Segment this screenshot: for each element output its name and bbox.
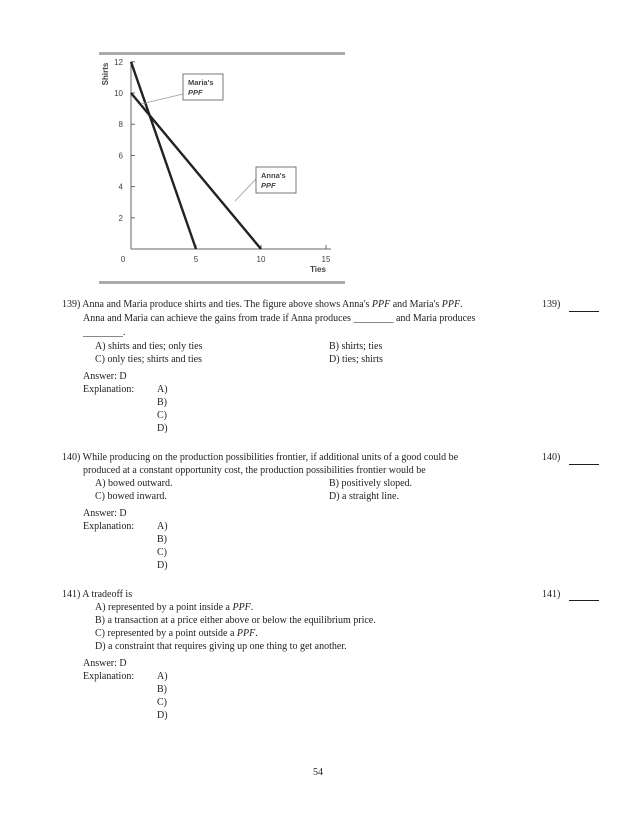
q141-stem-line1: 141) A tradeoff is [62, 589, 133, 600]
q141-answer-blank [569, 600, 599, 601]
q139-stem-line1: 139) Anna and Maria produce shirts and ties. The figure above shows Anna's PPF and Maria's PPF. [62, 299, 463, 310]
x-tick-label: 15 [321, 255, 331, 264]
x-axis-label: Ties [310, 265, 326, 274]
q140-exp-d: D) [157, 560, 168, 571]
q140-right-number: 140) [542, 452, 561, 463]
ppf-chart [95, 48, 347, 288]
q141-exp-a: A) [157, 671, 168, 682]
maria-label-name: Maria's [188, 78, 214, 87]
q139-right-number: 139) [542, 299, 561, 310]
q141-choice-a: A) represented by a point inside a PPF. [95, 602, 254, 613]
page-number: 54 [313, 767, 323, 778]
q140-choice-a: A) bowed outward. [95, 478, 173, 489]
q139-choice-d: D) ties; shirts [329, 354, 383, 365]
q139-choice-a: A) shirts and ties; only ties [95, 341, 203, 352]
q139-number: 139) [62, 299, 81, 310]
q141-exp-c: C) [157, 697, 167, 708]
q139-stem-line2: Anna and Maria can achieve the gains from trade if Anna produces ________ and Maria produces [83, 313, 476, 324]
q139-answer-blank [569, 311, 599, 312]
q141-answer: Answer: D [83, 658, 127, 669]
q140-answer-blank [569, 464, 599, 465]
q140-stem-line1: 140) While producing on the production possibilities frontier, if additional units of a good could be [62, 452, 459, 463]
y-tick-label: 12 [114, 57, 123, 67]
q140-choice-b: B) positively sloped. [329, 478, 413, 489]
q140-choice-c: C) bowed inward. [95, 491, 167, 502]
q141-number: 141) [62, 589, 81, 600]
q139-exp-d: D) [157, 423, 168, 434]
y-tick-label: 4 [118, 182, 123, 192]
q141-explanation-label: Explanation: [83, 671, 135, 682]
anna-label-ppf: PPF [261, 181, 276, 190]
x-tick-label: 10 [256, 255, 266, 264]
maria-callout-leader [141, 94, 183, 104]
q140-exp-b: B) [157, 534, 167, 545]
q140-number: 140) [62, 452, 81, 463]
q139-stem-line3: ________. [83, 327, 126, 338]
top-border-bar [99, 52, 345, 55]
x-tick-label: 0 [120, 255, 126, 264]
q141-choice-c: C) represented by a point outside a PPF. [95, 628, 258, 639]
q141-choice-d: D) a constraint that requires giving up one thing to get another. [95, 641, 347, 652]
q139-exp-b: B) [157, 397, 167, 408]
q141-right-number: 141) [542, 589, 561, 600]
q140-explanation-label: Explanation: [83, 521, 135, 532]
q140-answer: Answer: D [83, 508, 127, 519]
q141-exp-d: D) [157, 710, 168, 721]
anna-callout-leader [235, 179, 256, 201]
q139-exp-a: A) [157, 384, 168, 395]
anna-label-name: Anna's [261, 171, 286, 180]
y-axis-label: Shirts [101, 62, 110, 86]
q141-exp-b: B) [157, 684, 167, 695]
bottom-border-bar [99, 281, 345, 284]
q140-exp-c: C) [157, 547, 167, 558]
q139-answer: Answer: D [83, 371, 127, 382]
q140-stem-line2: produced at a constant opportunity cost, the production possibilities frontier would be [83, 465, 426, 476]
q139-explanation-label: Explanation: [83, 384, 135, 395]
ppf-figure [95, 48, 347, 288]
y-tick-label: 10 [114, 89, 123, 98]
maria-label-ppf: PPF [188, 88, 203, 97]
q139-choice-c: C) only ties; shirts and ties [95, 354, 202, 365]
y-tick-label: 8 [118, 120, 123, 130]
q141-choice-b: B) a transaction at a price either above or below the equilibrium price. [95, 615, 376, 626]
y-tick-label: 2 [118, 213, 123, 223]
x-tick-label: 5 [193, 255, 199, 264]
y-tick-label: 6 [118, 151, 123, 161]
q140-choice-d: D) a straight line. [329, 491, 399, 502]
anna-ppf-line [131, 93, 261, 249]
q139-exp-c: C) [157, 410, 167, 421]
q140-exp-a: A) [157, 521, 168, 532]
q139-choice-b: B) shirts; ties [329, 341, 383, 352]
